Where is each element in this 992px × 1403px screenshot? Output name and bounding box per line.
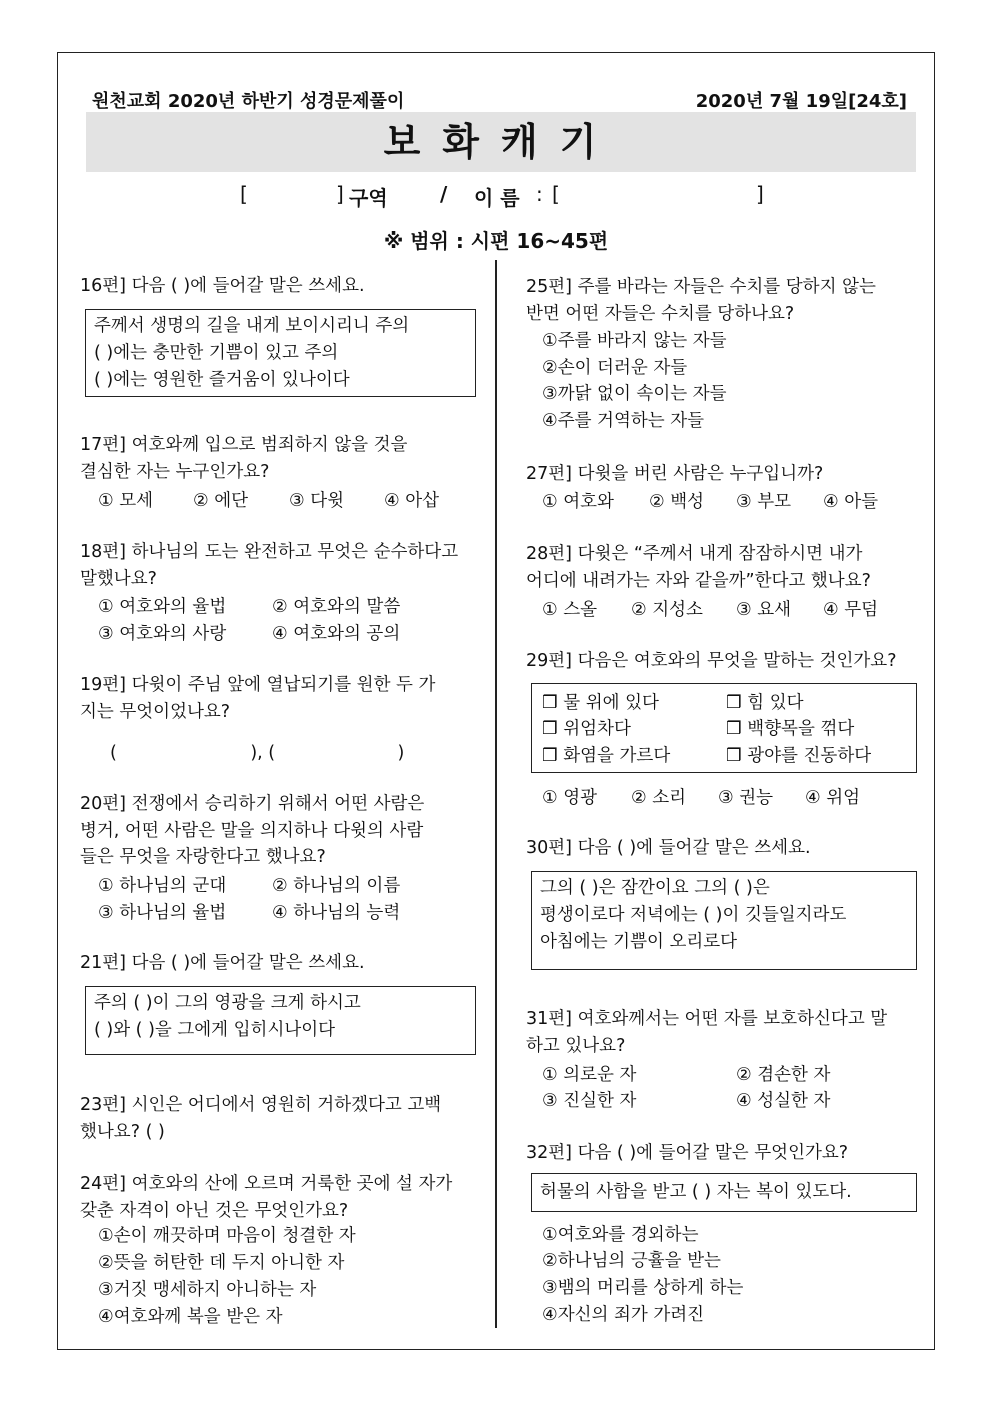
q17-option: ① 모세: [98, 491, 154, 511]
q16-box-line: 주께서 생명의 길을 내게 보이시리니 주의: [94, 316, 410, 336]
q19-title-line: 지는 무엇이었나요?: [80, 701, 231, 722]
q32-title: 32편] 다음 ( )에 들어갈 말은 무엇인가요?: [526, 1143, 849, 1163]
page-title: 보화캐기: [86, 112, 916, 172]
q20-option: ③ 하나님의 율법: [98, 903, 227, 923]
q29-box-item: ❒ 광야를 진동하다: [726, 746, 872, 766]
q28-title: [526, 541, 871, 594]
q19-answer-blank[interactable]: ( ), ( ): [110, 743, 405, 763]
slash: /: [440, 182, 448, 206]
q19-title: [80, 672, 435, 725]
q25-option: ①주를 바라지 않는 자들: [542, 331, 727, 351]
q28-option: ④ 무덤: [823, 600, 879, 620]
q30-box-line: 아침에는 기쁨이 오리로다: [540, 932, 738, 952]
q32-option: ①여호와를 경외하는: [542, 1225, 699, 1245]
q25-title-line: 25편] 주를 바라는 자들은 수치를 당하지 않는: [526, 277, 876, 297]
q18-option: ③ 여호와의 사랑: [98, 624, 227, 644]
q18-title-line: 말했나요?: [80, 568, 157, 589]
q20-title-line: 20편] 전쟁에서 승리하기 위해서 어떤 사람은: [80, 794, 425, 814]
q20-option: ① 하나님의 군대: [98, 876, 227, 896]
q23-title-line: 23편] 시인은 어디에서 영원히 거하겠다고 고백: [80, 1095, 442, 1115]
header-left: 원천교회 2020년 하반기 성경문제풀이: [92, 91, 405, 112]
q21-title: 21편] 다음 ( )에 들어갈 말은 쓰세요.: [80, 953, 365, 973]
q23-title-line: 했나요? ( ): [80, 1121, 165, 1142]
q27-option: ① 여호와: [542, 492, 614, 512]
q18-option: ① 여호와의 율법: [98, 597, 227, 617]
q21-box-line: 주의 ( )이 그의 영광을 크게 하시고: [94, 993, 361, 1013]
q19-title-line: 19편] 다윗이 주님 앞에 열납되기를 원한 두 가: [80, 675, 436, 695]
q17-title: [80, 432, 407, 485]
q24-option: ①손이 깨끗하며 마음이 청결한 자: [98, 1226, 356, 1246]
q31-option: ④ 성실한 자: [736, 1091, 831, 1111]
q24-title-line: 갖춘 자격이 아닌 것은 무엇인가요?: [80, 1200, 349, 1221]
q28-option: ② 지성소: [631, 600, 703, 620]
q28-option: ③ 요새: [736, 600, 792, 620]
column-divider: [495, 260, 497, 1328]
q31-title-line: 하고 있나요?: [526, 1035, 626, 1056]
q29-option: ④ 위엄: [805, 788, 861, 808]
q31-option: ③ 진실한 자: [542, 1091, 637, 1111]
q24-option: ②뜻을 허탄한 데 두지 아니한 자: [98, 1253, 345, 1273]
q29-option: ③ 권능: [718, 788, 774, 808]
q16-box: [85, 309, 476, 397]
q25-title-line: 반면 어떤 자들은 수치를 당하나요?: [526, 303, 795, 324]
q25-option: ②손이 더러운 자들: [542, 358, 688, 378]
q28-title-line: 어디에 내려가는 자와 같을까”한다고 했나요?: [526, 570, 871, 591]
q24-title-line: 24편] 여호와의 산에 오르며 거룩한 곳에 설 자가: [80, 1174, 453, 1194]
q31-title: [526, 1006, 887, 1059]
q17-title-line: 결심한 자는 누구인가요?: [80, 461, 270, 482]
q29-box-item: ❒ 물 위에 있다: [542, 693, 659, 713]
bracket-close-2: ]: [756, 182, 764, 206]
bracket-open-2: [: [552, 182, 560, 206]
q20-option: ④ 하나님의 능력: [272, 903, 401, 923]
q17-option: ③ 다윗: [289, 491, 345, 511]
q28-title-line: 28편] 다윗은 “주께서 내게 잠잠하시면 내가: [526, 544, 863, 564]
q17-title-line: 17편] 여호와께 입으로 범죄하지 않을 것을: [80, 435, 408, 455]
q30-box: [531, 871, 917, 970]
q31-option: ② 겸손한 자: [736, 1065, 831, 1085]
q29-box-item: ❒ 힘 있다: [726, 693, 804, 713]
q20-title-line: 들은 무엇을 자랑한다고 했나요?: [80, 847, 326, 867]
q32-option: ②하나님의 긍휼을 받는: [542, 1251, 721, 1271]
q24-title: [80, 1171, 452, 1224]
q17-option: ④ 아삽: [384, 491, 440, 511]
q30-box-line: 그의 ( )은 잠깐이요 그의 ( )은: [540, 878, 770, 898]
q31-option: ① 의로운 자: [542, 1065, 637, 1085]
colon: :: [536, 182, 543, 206]
name-label: 이 름: [474, 186, 520, 210]
q16-box-line: ( )에는 충만한 기쁨이 있고 주의: [94, 343, 339, 363]
q25-option: ④주를 거역하는 자들: [542, 411, 705, 431]
q29-option: ① 영광: [542, 788, 598, 808]
q20-title-line: 병거, 어떤 사람은 말을 의지하나 다윗의 사람: [80, 820, 424, 841]
q18-option: ④ 여호와의 공의: [272, 624, 401, 644]
q24-option: ③거짓 맹세하지 아니하는 자: [98, 1280, 317, 1300]
q29-box-item: ❒ 화염을 가르다: [542, 746, 671, 766]
q31-title-line: 31편] 여호와께서는 어떤 자를 보호하신다고 말: [526, 1009, 888, 1029]
q32-box: 허물의 사함을 받고 ( ) 자는 복이 있도다.: [531, 1173, 917, 1212]
q27-title: 27편] 다윗을 버린 사람은 누구입니까?: [526, 464, 824, 484]
q32-option: ③뱀의 머리를 상하게 하는: [542, 1278, 744, 1298]
q25-option: ③까닭 없이 속이는 자들: [542, 384, 727, 404]
q27-option: ③ 부모: [736, 492, 792, 512]
q23-title: [80, 1092, 441, 1145]
q21-box-line: ( )와 ( )을 그에게 입히시나이다: [94, 1020, 336, 1040]
q18-title: [80, 539, 458, 592]
bracket-open-1: [: [240, 182, 248, 206]
q21-box: [85, 986, 476, 1055]
q24-option: ④여호와께 복을 받은 자: [98, 1307, 283, 1327]
q18-title-line: 18편] 하나님의 도는 완전하고 무엇은 순수하다고: [80, 542, 459, 562]
district-label: 구역: [349, 186, 388, 210]
q29-box-item: ❒ 위엄차다: [542, 719, 631, 739]
q25-title: [526, 274, 876, 327]
q20-option: ② 하나님의 이름: [272, 876, 401, 896]
q28-option: ① 스올: [542, 600, 598, 620]
q20-title: [80, 791, 424, 871]
q17-option: ② 에단: [193, 491, 249, 511]
q18-option: ② 여호와의 말씀: [272, 597, 401, 617]
q30-box-line: 평생이로다 저녁에는 ( )이 깃들일지라도: [540, 905, 847, 925]
q16-box-line: ( )에는 영원한 즐거움이 있나이다: [94, 370, 350, 390]
bracket-close-1: ]: [336, 182, 344, 206]
scope-range: ※ 범위 : 시편 16~45편: [383, 229, 609, 253]
q29-option: ② 소리: [631, 788, 687, 808]
q29-box-item: ❒ 백향목을 꺾다: [726, 719, 855, 739]
q27-option: ② 백성: [649, 492, 705, 512]
q16-title: 16편] 다음 ( )에 들어갈 말은 쓰세요.: [80, 276, 365, 296]
header-date: 2020년 7월 19일[24호]: [695, 91, 907, 112]
q27-option: ④ 아들: [823, 492, 879, 512]
q32-option: ④자신의 죄가 가려진: [542, 1305, 705, 1325]
q30-title: 30편] 다음 ( )에 들어갈 말은 쓰세요.: [526, 838, 811, 858]
q29-title: 29편] 다음은 여호와의 무엇을 말하는 것인가요?: [526, 651, 897, 671]
